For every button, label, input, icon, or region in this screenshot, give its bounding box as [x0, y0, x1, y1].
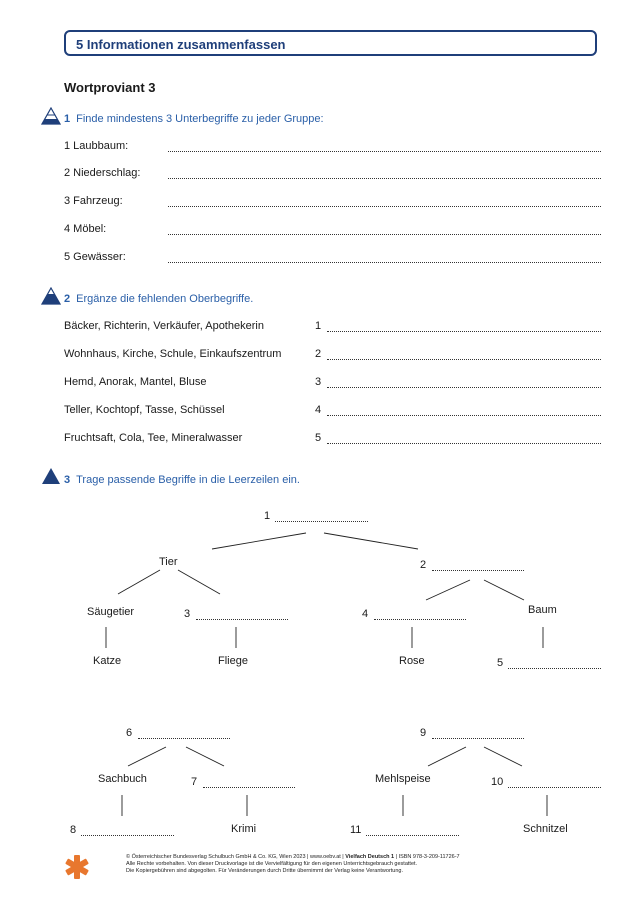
tree-number-3: 3	[184, 608, 191, 620]
task2-number-label: 5	[315, 432, 322, 444]
answer-line[interactable]	[374, 619, 466, 620]
task1-item: 3 Fahrzeug:	[64, 195, 123, 207]
task2-words: Bäcker, Richterin, Verkäufer, Apothekerin	[64, 320, 264, 332]
answer-line[interactable]	[196, 619, 288, 620]
tree-label-mehlspeise: Mehlspeise	[375, 773, 431, 785]
task2-number-label: 3	[315, 376, 322, 388]
task2-words: Hemd, Anorak, Mantel, Bluse	[64, 376, 207, 388]
task1-item: 1 Laubbaum:	[64, 140, 129, 152]
answer-line[interactable]	[275, 521, 368, 522]
task2-number-label: 1	[315, 320, 322, 332]
answer-line[interactable]	[366, 835, 459, 836]
tree-number-2: 2	[420, 559, 427, 571]
task1-number: 1	[64, 113, 71, 125]
tree-label-sachbuch: Sachbuch	[98, 773, 147, 785]
task3-number: 3	[64, 474, 71, 486]
tree-label-katze: Katze	[93, 655, 122, 667]
footer-line-3: Die Kopiergebühren sind abgegolten. Für Veränderungen durch Dritte übernimmt der Verlag keine Verantwortung.	[126, 868, 404, 874]
task1-text: Finde mindestens 3 Unterbegriffe zu jeder Gruppe:	[76, 113, 324, 125]
tree-number-1: 1	[264, 510, 271, 522]
task2-words: Teller, Kochtopf, Tasse, Schüssel	[64, 404, 225, 416]
answer-line[interactable]	[138, 738, 230, 739]
tree-number-5: 5	[497, 657, 504, 669]
answer-line[interactable]	[81, 835, 174, 836]
task1-item: 4 Möbel:	[64, 223, 107, 235]
tree-number-9: 9	[420, 727, 427, 739]
tree-label-krimi: Krimi	[231, 823, 257, 835]
task2-number: 2	[64, 293, 71, 305]
task3-text: Trage passende Begriffe in die Leerzeilen ein.	[76, 474, 300, 486]
chapter-title: 5 Informationen zusammenfassen	[76, 37, 286, 52]
tree-label-fliege: Fliege	[218, 655, 248, 667]
footer-line-2: Alle Rechte vorbehalten. Von dieser Druckvorlage ist die Vervielfältigung für den eigenen Unterrichtsgebrauch gestattet.	[126, 861, 418, 867]
answer-line[interactable]	[508, 787, 601, 788]
answer-line[interactable]	[432, 738, 524, 739]
task2-number-label: 4	[315, 404, 322, 416]
publisher-logo-icon	[64, 852, 90, 882]
task2-text: Ergänze die fehlenden Oberbegriffe.	[76, 293, 254, 305]
task2-words: Wohnhaus, Kirche, Schule, Einkaufszentrum	[64, 348, 282, 360]
tree-label-saeugetier: Säugetier	[87, 606, 135, 618]
tree-number-6: 6	[126, 727, 133, 739]
task1-item: 5 Gewässer:	[64, 251, 126, 263]
footer-line-1: © Österreichischer Bundesverlag Schulbuch GmbH & Co. KG, Wien 2023 | www.oebv.at | Vielfach Deutsch 1 | ISBN 978-3-209-11726-7	[126, 854, 460, 860]
task2-number-label: 2	[315, 348, 322, 360]
answer-line[interactable]	[432, 570, 524, 571]
footer-legal	[126, 854, 606, 875]
tree-label-baum: Baum	[528, 604, 557, 616]
tree-number-7: 7	[191, 776, 198, 788]
task1-item: 2 Niederschlag:	[64, 167, 141, 179]
answer-line[interactable]	[508, 668, 601, 669]
page-title: Wortproviant 3	[64, 80, 156, 95]
tree-number-10: 10	[491, 776, 504, 788]
tree-number-4: 4	[362, 608, 369, 620]
tree-label-schnitzel: Schnitzel	[523, 823, 568, 835]
answer-line[interactable]	[203, 787, 295, 788]
tree-number-11: 11	[350, 824, 362, 836]
tree-number-8: 8	[70, 824, 77, 836]
tree-label-rose: Rose	[399, 655, 425, 667]
tree-label-tier: Tier	[159, 556, 178, 568]
task2-words: Fruchtsaft, Cola, Tee, Mineralwasser	[64, 432, 243, 444]
